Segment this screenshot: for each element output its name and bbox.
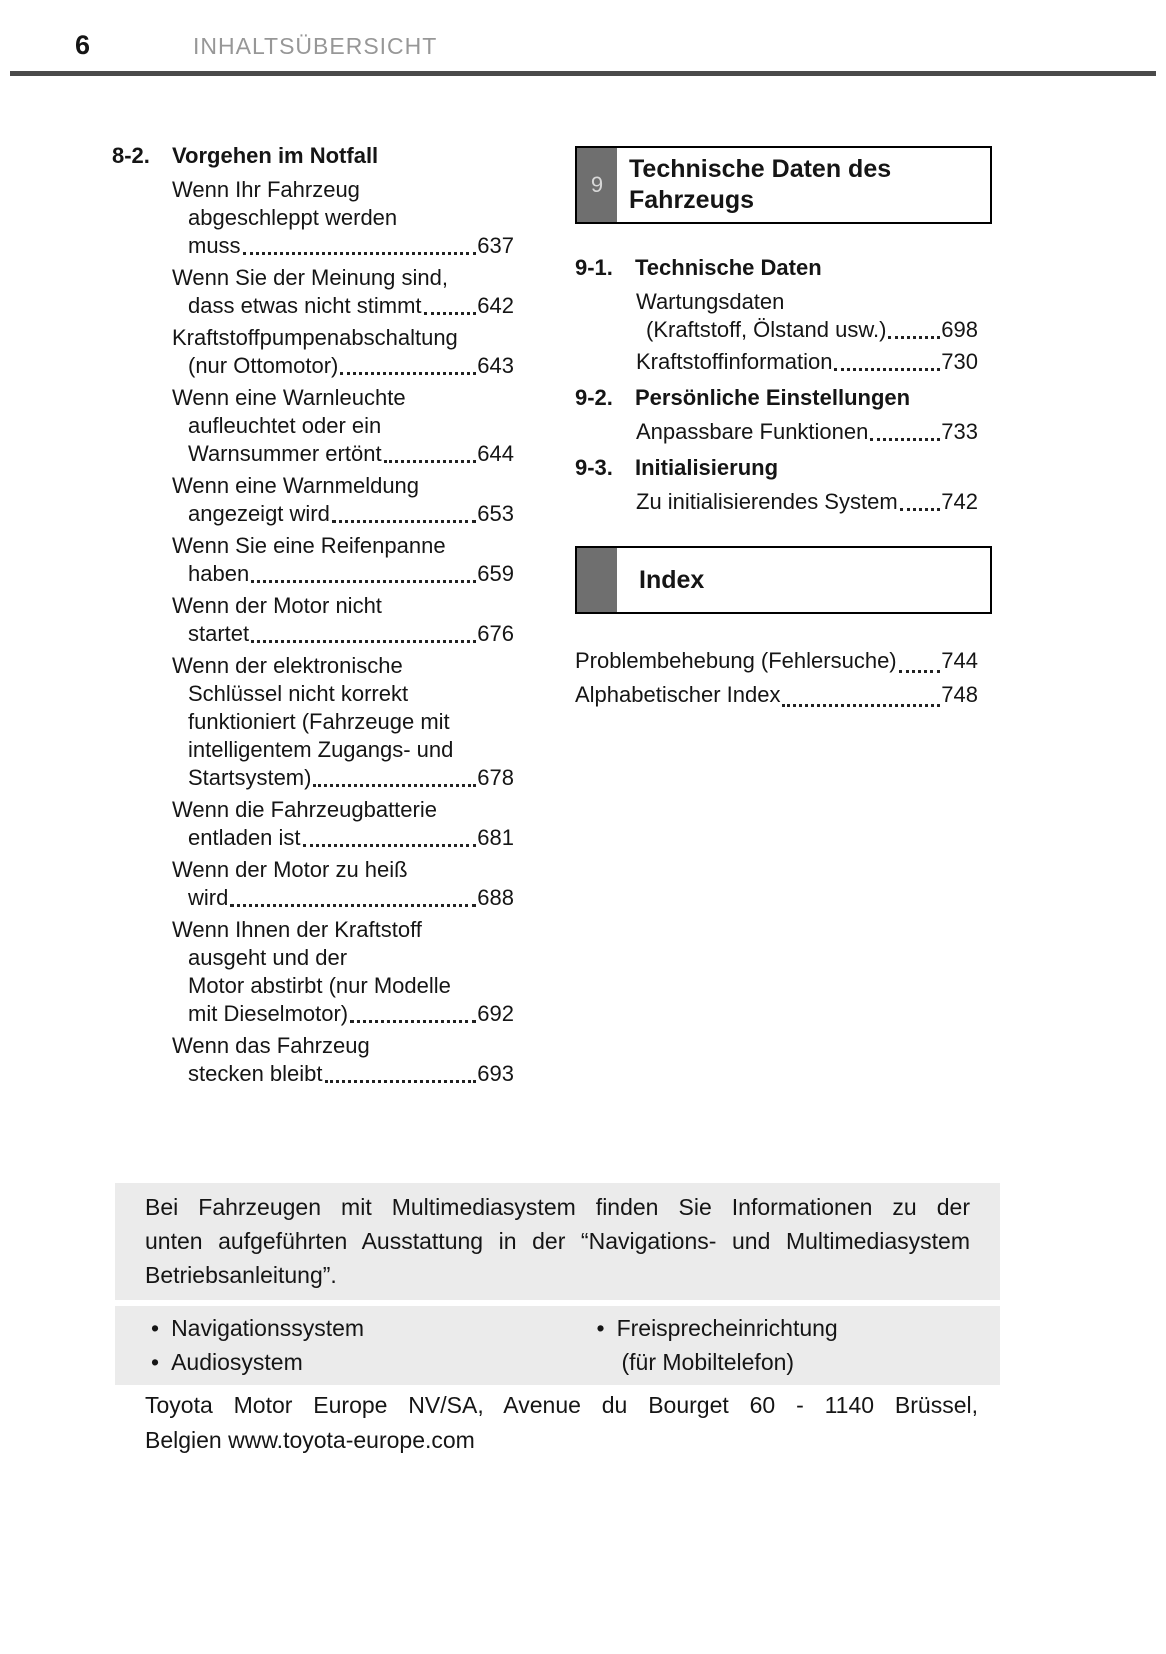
toc-lastline bbox=[636, 348, 978, 376]
toc-page-number: 644 bbox=[477, 441, 514, 466]
toc-entry-list bbox=[636, 488, 992, 516]
bullet-icon: • bbox=[151, 1315, 160, 1341]
toc-page-number: 692 bbox=[477, 1001, 514, 1026]
toc-entry bbox=[636, 418, 978, 446]
toc-line: Wenn eine Warnmeldung bbox=[172, 473, 420, 498]
toc-line: Wenn der Motor zu heiß bbox=[172, 857, 408, 882]
toc-text: entladen ist bbox=[188, 825, 301, 850]
index-entry bbox=[575, 644, 978, 678]
toc-lastline bbox=[188, 232, 514, 260]
toc-page-number: 748 bbox=[941, 682, 978, 707]
notice-paragraph-line: Bei Fahrzeugen mit Multimediasystem finden Sie Informationen zu der bbox=[145, 1194, 970, 1220]
bullet-icon: • bbox=[151, 1349, 160, 1375]
toc-line: Wenn Sie der Meinung sind, bbox=[172, 265, 448, 290]
dot-leader bbox=[340, 372, 476, 375]
toc-line: aufleuchtet oder ein bbox=[188, 413, 382, 438]
toc-lastline bbox=[188, 560, 514, 588]
dot-leader bbox=[384, 460, 477, 463]
toc-text: wird bbox=[188, 885, 229, 910]
index-box bbox=[575, 546, 992, 614]
toc-line: Wenn Sie eine Reifenpanne bbox=[172, 533, 446, 558]
toc-page-number: 676 bbox=[477, 621, 514, 646]
toc-text: Zu initialisierendes System bbox=[636, 489, 898, 514]
toc-lastline bbox=[636, 488, 978, 516]
toc-page-number: 688 bbox=[477, 885, 514, 910]
toc-entry bbox=[172, 1032, 514, 1088]
section-title: Persönliche Einstellungen bbox=[635, 385, 911, 410]
toc-page-number: 643 bbox=[477, 353, 514, 378]
dot-leader bbox=[834, 368, 940, 371]
bullet-label: Audiosystem bbox=[171, 1349, 303, 1375]
footer-line: Belgien www.toyota-europe.com bbox=[145, 1427, 475, 1453]
toc-page-number: 693 bbox=[477, 1061, 514, 1086]
bullet-label: Freisprecheinrichtung bbox=[616, 1315, 838, 1341]
toc-lastline bbox=[188, 292, 514, 320]
dot-leader bbox=[332, 520, 476, 523]
toc-line: intelligentem Zugangs- und bbox=[188, 737, 454, 762]
section-block-9-2 bbox=[575, 384, 992, 446]
toc-entry bbox=[172, 652, 514, 792]
toc-line: Kraftstoffpumpenabschaltung bbox=[172, 325, 458, 350]
toc-text: Startsystem) bbox=[188, 765, 312, 790]
toc-entry bbox=[172, 592, 514, 648]
dot-leader bbox=[350, 1020, 476, 1023]
toc-lastline bbox=[636, 418, 978, 446]
toc-text: Alphabetischer Index bbox=[575, 682, 781, 707]
section-number: 8-2. bbox=[112, 143, 150, 168]
toc-entry bbox=[172, 324, 514, 380]
section-title: Technische Daten bbox=[635, 255, 822, 280]
toc-line: Motor abstirbt (nur Modelle bbox=[188, 973, 451, 998]
toc-text: dass etwas nicht stimmt bbox=[188, 293, 422, 318]
bullet-label: Navigationssystem bbox=[171, 1315, 365, 1341]
dot-leader bbox=[900, 508, 941, 511]
toc-entry bbox=[172, 856, 514, 912]
notice-bullet-list bbox=[115, 1306, 1000, 1385]
toc-text: Warnsummer ertönt bbox=[188, 441, 382, 466]
toc-entry-list bbox=[172, 176, 514, 1088]
toc-page-number: 678 bbox=[477, 765, 514, 790]
toc-line: ausgeht und der bbox=[188, 945, 348, 970]
toc-line: Wenn Ihnen der Kraftstoff bbox=[172, 917, 422, 942]
dot-leader bbox=[303, 844, 477, 847]
toc-entry-list bbox=[636, 418, 992, 446]
toc-page-number: 730 bbox=[941, 349, 978, 374]
toc-line: abgeschleppt werden bbox=[188, 205, 398, 230]
toc-text: muss bbox=[188, 233, 241, 258]
toc-lastline bbox=[188, 1000, 514, 1028]
toc-lastline bbox=[188, 1060, 514, 1088]
toc-text: Kraftstoffinformation bbox=[636, 349, 833, 374]
toc-lastline bbox=[188, 824, 514, 852]
toc-lastline bbox=[188, 620, 514, 648]
section-block-9-1 bbox=[575, 254, 992, 376]
toc-page-number: 733 bbox=[941, 419, 978, 444]
dot-leader bbox=[899, 670, 941, 673]
bullet-column-right bbox=[555, 1311, 1001, 1379]
toc-line: Schlüssel nicht korrekt bbox=[188, 681, 409, 706]
toc-entry bbox=[172, 472, 514, 528]
toc-entry-list bbox=[636, 288, 992, 376]
bullet-column-left bbox=[115, 1311, 555, 1379]
toc-lastline bbox=[188, 884, 514, 912]
chapter-title: Technische Daten des Fahrzeugs bbox=[629, 155, 892, 214]
section-number: 9-2. bbox=[575, 385, 613, 410]
section-heading bbox=[575, 254, 992, 282]
toc-line: Wenn die Fahrzeugbatterie bbox=[172, 797, 437, 822]
toc-page-number: 681 bbox=[477, 825, 514, 850]
section-heading bbox=[575, 384, 992, 412]
toc-entry bbox=[172, 264, 514, 320]
right-column bbox=[575, 146, 992, 712]
notice-paragraph-line: Betriebsanleitung”. bbox=[145, 1262, 337, 1288]
page-header-title: INHALTSÜBERSICHT bbox=[193, 33, 438, 59]
bullet-item bbox=[151, 1311, 555, 1345]
left-column bbox=[112, 142, 514, 1092]
index-entry-list bbox=[575, 644, 992, 712]
toc-text: (nur Ottomotor) bbox=[188, 353, 339, 378]
toc-text: mit Dieselmotor) bbox=[188, 1001, 349, 1026]
toc-entry bbox=[636, 288, 978, 344]
page-number: 6 bbox=[75, 30, 91, 60]
toc-text: haben bbox=[188, 561, 250, 586]
toc-lastline bbox=[188, 352, 514, 380]
toc-line: funktioniert (Fahrzeuge mit bbox=[188, 709, 450, 734]
toc-page-number: 637 bbox=[477, 233, 514, 258]
section-block-9-3 bbox=[575, 454, 992, 516]
dot-leader bbox=[888, 336, 940, 339]
toc-line: Wenn das Fahrzeug bbox=[172, 1033, 370, 1058]
dot-leader bbox=[251, 580, 476, 583]
chapter-number: 9 bbox=[590, 172, 604, 197]
toc-entry bbox=[172, 916, 514, 1028]
toc-text: angezeigt wird bbox=[188, 501, 330, 526]
footer-line: Toyota Motor Europe NV/SA, Avenue du Bourget 60 - 1140 Brüssel, bbox=[145, 1392, 978, 1418]
toc-text: Anpassbare Funktionen bbox=[636, 419, 869, 444]
toc-text: Problembehebung (Fehlersuche) bbox=[575, 648, 897, 673]
footer-address bbox=[145, 1388, 978, 1458]
bullet-item bbox=[597, 1311, 1001, 1345]
toc-lastline bbox=[188, 500, 514, 528]
index-entry bbox=[575, 678, 978, 712]
chapter-box bbox=[575, 146, 992, 224]
dot-leader bbox=[424, 312, 477, 315]
section-title: Vorgehen im Notfall bbox=[172, 143, 379, 168]
dot-leader bbox=[870, 438, 940, 441]
toc-line: Wenn eine Warnleuchte bbox=[172, 385, 406, 410]
toc-line: Wenn der Motor nicht bbox=[172, 593, 382, 618]
dot-leader bbox=[325, 1080, 477, 1083]
section-title: Initialisierung bbox=[635, 455, 779, 480]
toc-line: Wenn der elektronische bbox=[172, 653, 403, 678]
toc-lastline bbox=[646, 316, 978, 344]
notice-box bbox=[115, 1183, 1000, 1385]
dot-leader bbox=[230, 904, 476, 907]
header-rule bbox=[10, 71, 1156, 76]
index-title: Index bbox=[639, 566, 705, 594]
dot-leader bbox=[243, 252, 477, 255]
toc-entry bbox=[636, 488, 978, 516]
toc-page-number: 659 bbox=[477, 561, 514, 586]
toc-text: startet bbox=[188, 621, 250, 646]
chapter-number-tab bbox=[577, 148, 617, 222]
toc-entry bbox=[172, 532, 514, 588]
bullet-sub-label: (für Mobiltelefon) bbox=[621, 1349, 795, 1375]
toc-text: stecken bleibt bbox=[188, 1061, 323, 1086]
toc-line: Wenn Ihr Fahrzeug bbox=[172, 177, 360, 202]
index-tab bbox=[577, 548, 617, 612]
toc-page-number: 653 bbox=[477, 501, 514, 526]
dot-leader bbox=[251, 640, 476, 643]
section-number: 9-1. bbox=[575, 255, 613, 280]
toc-page-number: 698 bbox=[941, 317, 978, 342]
toc-page-number: 744 bbox=[941, 648, 978, 673]
toc-line: Wartungsdaten bbox=[636, 289, 785, 314]
toc-page-number: 642 bbox=[477, 293, 514, 318]
toc-entry bbox=[636, 348, 978, 376]
notice-paragraph bbox=[115, 1183, 1000, 1300]
toc-text: (Kraftstoff, Ölstand usw.) bbox=[646, 317, 887, 342]
bullet-icon: • bbox=[596, 1315, 605, 1341]
toc-page-number: 742 bbox=[941, 489, 978, 514]
toc-entry bbox=[172, 384, 514, 468]
section-number: 9-3. bbox=[575, 455, 613, 480]
toc-lastline bbox=[188, 440, 514, 468]
dot-leader bbox=[782, 704, 940, 707]
dot-leader bbox=[313, 784, 476, 787]
toc-lastline bbox=[188, 764, 514, 792]
section-heading bbox=[575, 454, 992, 482]
bullet-item bbox=[151, 1345, 555, 1379]
section-heading-8-2 bbox=[112, 142, 514, 170]
toc-entry bbox=[172, 176, 514, 260]
notice-paragraph-line: unten aufgeführten Ausstattung in der “Navigations- und Multimediasystem bbox=[145, 1228, 970, 1254]
toc-entry bbox=[172, 796, 514, 852]
